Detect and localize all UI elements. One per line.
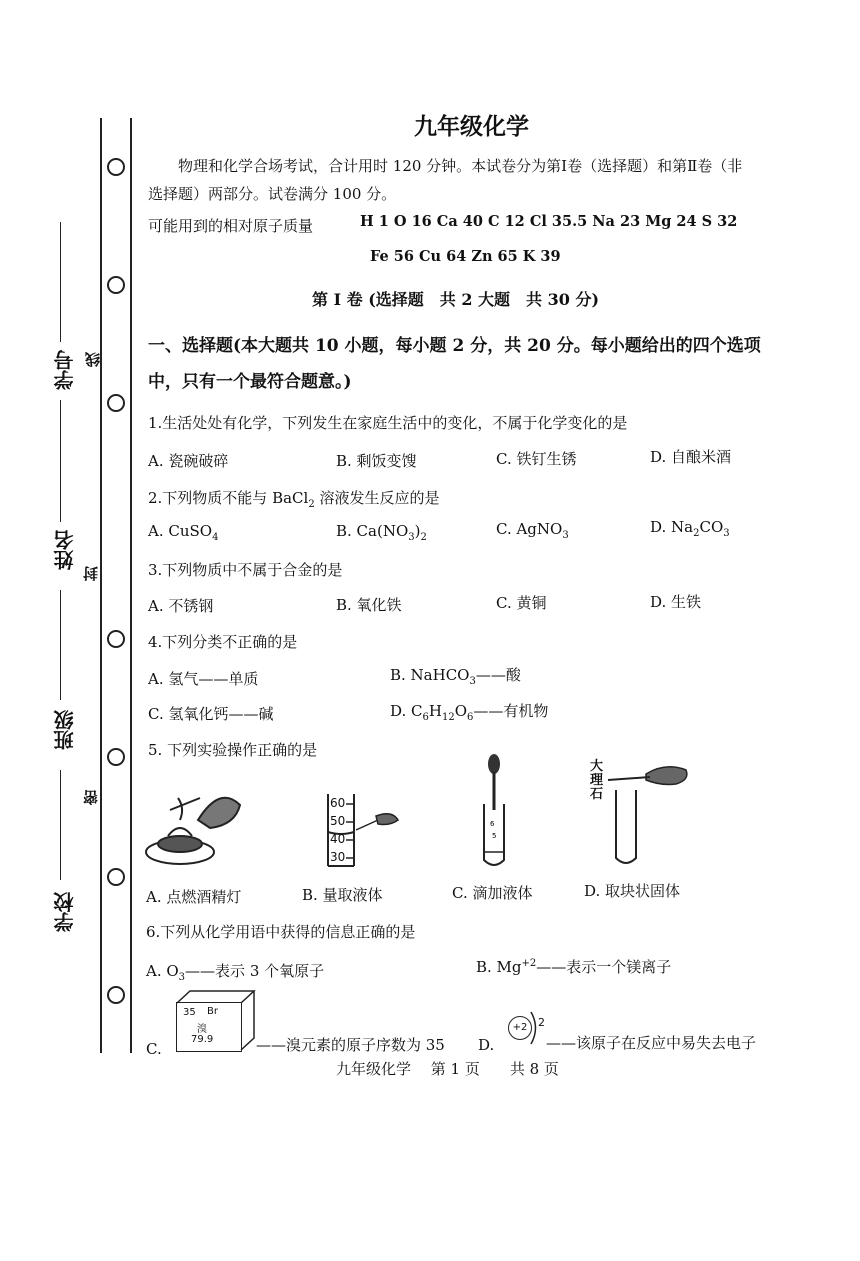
q2-option-a[interactable]: A. CuSO$_4$	[148, 522, 219, 543]
xuehao-label: 学号	[53, 350, 77, 390]
q3-option-b[interactable]: B. 氧化铁	[336, 596, 402, 614]
q6-option-c-label[interactable]: C.	[146, 1040, 162, 1058]
svg-text:5: 5	[492, 832, 497, 840]
binding-hole	[107, 158, 125, 176]
q5-stem: 5. 下列实验操作正确的是	[148, 741, 318, 759]
q1-option-b[interactable]: B. 剩饭变馊	[336, 452, 417, 470]
binding-hole	[107, 748, 125, 766]
banji-blank[interactable]	[60, 590, 61, 700]
element-name: 溴	[197, 1024, 207, 1035]
atomic-mass-list-2: Fe 56 Cu 64 Zn 65 K 39	[370, 248, 561, 265]
q3-stem: 3.下列物质中不属于合金的是	[148, 561, 343, 579]
q6-option-a[interactable]: A. $O_3——$表示 3 个氧原子	[146, 962, 325, 983]
alcohol-lamp-figure	[140, 780, 250, 880]
xuexiao-blank[interactable]	[60, 770, 61, 880]
cylinder-tick-30: 30	[330, 850, 346, 864]
q4-stem: 4.下列分类不正确的是	[148, 633, 298, 651]
cylinder-tick-60: 60	[330, 796, 346, 810]
page-title: 九年级化学	[414, 113, 529, 140]
binding-hole	[107, 868, 125, 886]
q4-option-a[interactable]: A. 氢气——单质	[148, 670, 259, 688]
binding-line-inner	[130, 118, 132, 1053]
q1-option-c[interactable]: C. 铁钉生锈	[496, 450, 577, 468]
q2-option-d[interactable]: D. $Na_2CO_3$	[650, 518, 730, 539]
binding-hole	[107, 394, 125, 412]
q1-option-d[interactable]: D. 自酿米酒	[650, 448, 732, 466]
q1-option-a[interactable]: A. 瓷碗破碎	[148, 452, 229, 470]
q6-stem: 6.下列从化学用语中获得的信息正确的是	[146, 923, 416, 941]
cylinder-tick-50: 50	[330, 814, 346, 828]
banji-label: 班级	[53, 710, 77, 750]
q4-option-c[interactable]: C. 氢氧化钙——碱	[148, 705, 274, 723]
xuexiao-label: 学校	[53, 892, 77, 932]
q5-option-a[interactable]: A. 点燃酒精灯	[146, 888, 242, 906]
marble-label: 大理石	[590, 759, 604, 802]
binding-line-outer	[100, 118, 102, 1053]
seal-feng: 封	[82, 566, 100, 581]
q2-stem: 2.下列物质不能与 BaCl$_2$ 溶液发生反应的是	[148, 489, 440, 510]
seal-xian: 线	[84, 352, 102, 367]
q3-option-d[interactable]: D. 生铁	[650, 593, 702, 611]
section-header: 第 Ⅰ 卷 (选择题 共 2 大题 共 30 分)	[312, 290, 600, 309]
cylinder-tick-40: 40	[330, 832, 346, 846]
q1-stem: 1.生活处处有化学，下列发生在家庭生活中的变化，不属于化学变化的是	[148, 414, 628, 432]
element-card-depth	[176, 990, 266, 1052]
seal-mi: 密	[82, 790, 100, 805]
part1-instructions-1: 一、选择题(本大题共 10 小题，每小题 2 分，共 20 分。每小题给出的四个选项	[148, 336, 761, 356]
element-mass: 79.9	[191, 1034, 214, 1045]
xingming-label: 姓名	[53, 530, 77, 570]
q3-option-c[interactable]: C. 黄铜	[496, 594, 547, 612]
q4-option-d[interactable]: D. $C_6H_{12}O_6——$有机物	[390, 702, 549, 723]
xingming-blank[interactable]	[60, 400, 61, 522]
binding-hole	[107, 630, 125, 648]
q3-option-a[interactable]: A. 不锈钢	[148, 597, 214, 615]
q5-option-b[interactable]: B. 量取液体	[302, 886, 383, 904]
atomic-mass-label: 可能用到的相对原子质量	[148, 217, 314, 235]
q4-option-b[interactable]: B. NaHCO$_3$——酸	[390, 666, 521, 687]
part1-instructions-2: 中，只有一个最符合题意。)	[148, 372, 352, 392]
binding-hole	[107, 986, 125, 1004]
xuehao-blank[interactable]	[60, 222, 61, 342]
q6-option-b[interactable]: B. $Mg^{+2}——$表示一个镁离子	[476, 958, 672, 976]
element-symbol: Br	[207, 1006, 218, 1017]
dropper-test-tube-figure	[474, 752, 514, 872]
binding-hole	[107, 276, 125, 294]
atom-nucleus-charge: +2	[512, 1022, 528, 1033]
intro-line-2: 选择题）两部分。试卷满分 100 分。	[148, 185, 397, 203]
element-number: 35	[183, 1007, 196, 1018]
q2-option-b[interactable]: B. $Ca(NO_3)_2$	[336, 522, 427, 543]
electron-shell-count: 2	[538, 1016, 545, 1029]
tweezers-test-tube-figure	[606, 760, 696, 870]
svg-text:6: 6	[490, 820, 495, 828]
q5-option-d[interactable]: D. 取块状固体	[584, 882, 681, 900]
q6-option-d-text[interactable]: ——该原子在反应中易失去电子	[546, 1034, 757, 1052]
q2-option-c[interactable]: C. AgNO$_3$	[496, 520, 569, 541]
q6-option-c-text[interactable]: ——溴元素的原子序数为 35	[256, 1036, 445, 1054]
q6-option-d-label[interactable]: D.	[478, 1036, 495, 1054]
atomic-mass-list-1: H 1 O 16 Ca 40 C 12 Cl 35.5 Na 23 Mg 24 S 32	[360, 213, 738, 230]
page-footer: 九年级化学 第 1 页 共 8 页	[336, 1060, 559, 1078]
intro-line-1: 物理和化学合场考试，合计用时 120 分钟。本试卷分为第Ⅰ卷（选择题）和第Ⅱ卷（非	[178, 157, 743, 175]
q5-option-c[interactable]: C. 滴加液体	[452, 884, 533, 902]
